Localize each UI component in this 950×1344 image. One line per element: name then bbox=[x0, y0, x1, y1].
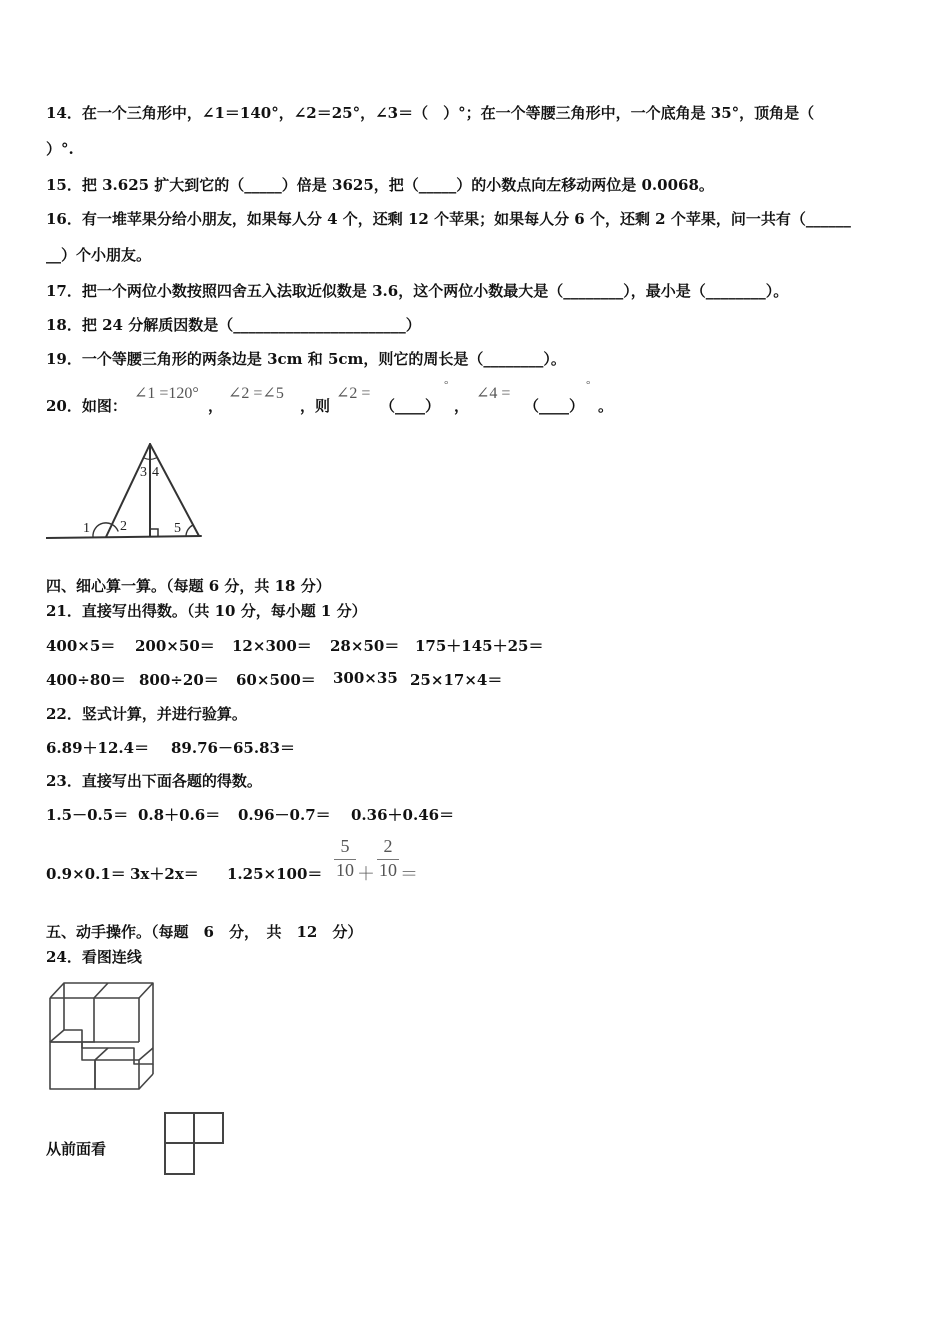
q21-item: 400×5＝ bbox=[46, 637, 116, 655]
q20-end: 。 bbox=[598, 397, 614, 415]
cube-edge bbox=[50, 983, 64, 998]
plus-sign: ＋ bbox=[357, 864, 375, 884]
q23-row-2 bbox=[46, 863, 346, 883]
q20-line bbox=[46, 379, 686, 419]
q22-title: 22．竖式计算，并进行验算。 bbox=[46, 705, 247, 723]
q14-line2: ）°. bbox=[46, 140, 74, 158]
label-3: 3 bbox=[140, 465, 147, 480]
q21-item: 800÷20＝ bbox=[139, 671, 219, 689]
q16-line1: 16．有一堆苹果分给小朋友，如果每人分 4 个，还剩 12 个苹果；如果每人分 6 个，还剩 2 个苹果，问一共有（______ bbox=[46, 210, 851, 228]
q21-item: 25×17×4＝ bbox=[410, 671, 503, 689]
q21-item: 12×300＝ bbox=[232, 637, 312, 655]
q20-then: ，则 bbox=[300, 397, 331, 415]
angle-5-arc bbox=[186, 525, 193, 536]
label-1: 1 bbox=[83, 521, 90, 536]
triangle-left-side bbox=[106, 444, 150, 537]
q22-item: 6.89＋12.4＝ bbox=[46, 739, 150, 757]
front-view-label: 从前面看 bbox=[46, 1140, 107, 1158]
q21-item: 175＋145＋25＝ bbox=[415, 637, 544, 655]
grid-cell bbox=[165, 1143, 194, 1174]
q23-item: 3x＋2x＝ bbox=[130, 865, 199, 883]
q23-item: 0.36＋0.46＝ bbox=[351, 806, 455, 824]
q19-text: 19．一个等腰三角形的两条边是 3cm 和 5cm，则它的周长是（________）。 bbox=[46, 350, 566, 368]
fraction-1-numerator: 5 bbox=[340, 836, 350, 856]
q23-item: 1.5－0.5＝ bbox=[46, 806, 129, 824]
base-line bbox=[46, 536, 201, 538]
q14-line1: 14．在一个三角形中，∠1＝140°，∠2＝25°，∠3＝（ ）°；在一个等腰三角形中，一个底角是 35°，顶角是（ bbox=[46, 104, 815, 122]
q21-item: 300×35 bbox=[333, 669, 398, 687]
cube-edge bbox=[139, 1074, 153, 1089]
q20-blank-2: （____） bbox=[524, 397, 585, 415]
q23-item: 0.96－0.7＝ bbox=[238, 806, 331, 824]
q20-sep-1: ， bbox=[208, 397, 224, 415]
q23-row-1 bbox=[46, 804, 546, 824]
cube-edge bbox=[94, 983, 108, 998]
angle-1-arc bbox=[93, 523, 118, 537]
cube-edge bbox=[50, 1030, 64, 1042]
right-angle-mark bbox=[150, 529, 158, 536]
front-view-grid bbox=[162, 1110, 226, 1178]
cube-solid-figure bbox=[46, 978, 158, 1094]
cube-edge bbox=[139, 983, 153, 998]
q20-condition-1: ∠1 =120° bbox=[134, 385, 199, 402]
q24-title: 24．看图连线 bbox=[46, 948, 142, 966]
q21-item: 60×500＝ bbox=[236, 671, 316, 689]
q16-line2: __）个小朋友。 bbox=[46, 246, 152, 264]
equals-sign: ＝ bbox=[400, 864, 418, 884]
q18-text: 18．把 24 分解质因数是（_______________________） bbox=[46, 316, 421, 334]
grid-cell bbox=[165, 1113, 194, 1143]
q23-item: 1.25×100＝ bbox=[227, 865, 323, 883]
cube-edge bbox=[95, 1048, 108, 1060]
q21-row-2 bbox=[46, 669, 606, 689]
q23-item: 0.8＋0.6＝ bbox=[138, 806, 221, 824]
triangle-figure bbox=[46, 438, 226, 544]
fraction-1-denominator: 10 bbox=[336, 860, 354, 880]
q20-blank-1: （____） bbox=[380, 397, 441, 415]
q23-title: 23．直接写出下面各题的得数。 bbox=[46, 772, 262, 790]
q20-degree-2: ° bbox=[586, 379, 591, 391]
grid-cell bbox=[194, 1113, 223, 1143]
label-2: 2 bbox=[120, 519, 127, 534]
section-5-title: 五、动手操作。（每题 6 分， 共 12 分） bbox=[46, 923, 363, 941]
q21-item: 400÷80＝ bbox=[46, 671, 126, 689]
q20-ask-1: ∠2 = bbox=[336, 385, 371, 402]
label-5: 5 bbox=[174, 521, 181, 536]
q20-degree-1: ° bbox=[444, 379, 449, 391]
q21-row-1 bbox=[46, 635, 606, 655]
fraction-2-numerator: 2 bbox=[383, 836, 393, 856]
label-4: 4 bbox=[152, 465, 159, 480]
q20-condition-2: ∠2 =∠5 bbox=[228, 385, 284, 402]
q20-prefix: 20．如图： bbox=[46, 397, 127, 415]
q15-text: 15．把 3.625 扩大到它的（_____）倍是 3625，把（_____）的小数点向左移动两位是 0.0068。 bbox=[46, 176, 714, 194]
front-left-cube bbox=[50, 1042, 95, 1089]
q22-item: 89.76－65.83＝ bbox=[171, 739, 295, 757]
q20-sep-2: ， bbox=[454, 397, 470, 415]
q23-item: 0.9×0.1＝ bbox=[46, 865, 126, 883]
q21-item: 200×50＝ bbox=[135, 637, 215, 655]
cube-edge bbox=[139, 1048, 153, 1060]
front-right-cube bbox=[95, 1060, 139, 1089]
q21-title: 21．直接写出得数。（共 10 分，每小题 1 分） bbox=[46, 602, 367, 620]
section-4-title: 四、细心算一算。（每题 6 分，共 18 分） bbox=[46, 577, 331, 595]
q21-item: 28×50＝ bbox=[330, 637, 400, 655]
q20-ask-2: ∠4 = bbox=[476, 385, 511, 402]
q17-text: 17．把一个两位小数按照四舍五入法取近似数是 3.6，这个两位小数最大是（________），最小是（________）。 bbox=[46, 282, 789, 300]
fraction-2-denominator: 10 bbox=[379, 860, 397, 880]
q22-row bbox=[46, 737, 446, 757]
